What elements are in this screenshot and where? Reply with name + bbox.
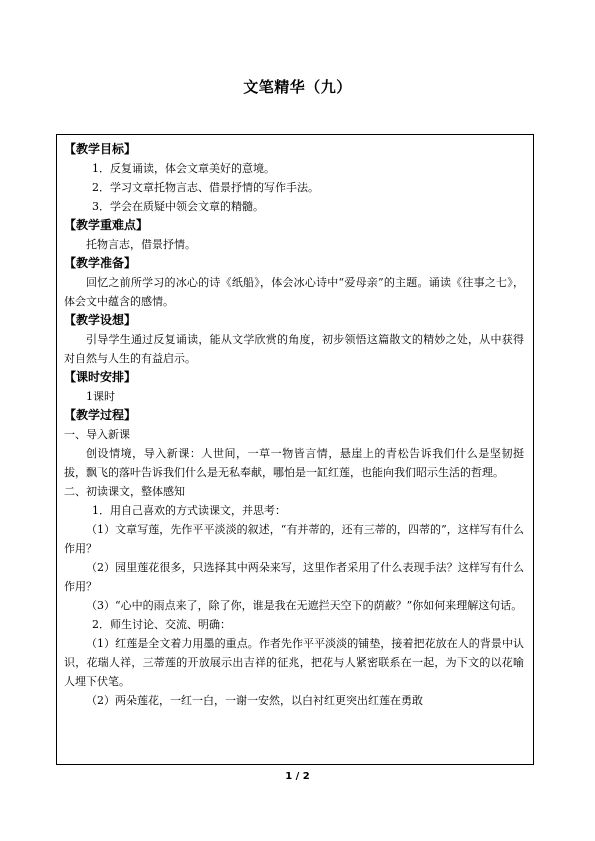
answer-2: （2）两朵莲花，一红一白，一谢一安然，以白衬红更突出红莲在勇敢 bbox=[86, 694, 423, 707]
schedule-text: 1课时 bbox=[86, 390, 115, 403]
prep-text: 回忆之前所学习的冰心的诗《纸船》，体会冰心诗中“爱母亲”的主题。诵读《往事之七》，体会文中蕴含的感情。 bbox=[64, 276, 524, 308]
question-1: （1）文章写莲，先作平平淡淡的叙述，“有并蒂的，还有三蒂的，四蒂的”，这样写有什么作用？ bbox=[64, 523, 524, 555]
answer-1: （1）红莲是全文着力用墨的重点。作者先作平平淡淡的铺垫，接着把花放在人的背景中认识，花瑞人祥，三蒂莲的开放展示出吉祥的征兆，把花与人紧密联系在一起，为下文的以花喻人埋下伏笔。 bbox=[64, 637, 524, 688]
step1-title: 一、导入新课 bbox=[64, 428, 130, 441]
idea-heading: 【教学设想】 bbox=[64, 313, 137, 327]
goals-heading: 【教学目标】 bbox=[64, 142, 137, 156]
process-heading: 【教学过程】 bbox=[64, 408, 137, 422]
step2-sub1: 1．用自己喜欢的方式读课文，并思考： bbox=[92, 504, 286, 517]
keypoints-heading: 【教学重难点】 bbox=[64, 218, 149, 232]
step2-title: 二、初读课文，整体感知 bbox=[64, 485, 185, 498]
step2-sub2: 2．师生讨论、交流、明确： bbox=[92, 618, 231, 631]
question-3: （3）“心中的雨点来了，除了你，谁是我在无遮拦天空下的荫蔽？”你如何来理解这句话。 bbox=[86, 599, 523, 612]
goal-item: 2．学习文章托物言志、借景抒情的写作手法。 bbox=[92, 181, 319, 194]
goal-item: 1．反复诵读，体会文章美好的意境。 bbox=[92, 162, 275, 175]
idea-text: 引导学生通过反复诵读，能从文学欣赏的角度，初步领悟这篇散文的精妙之处，从中获得对自然与人生的有益启示。 bbox=[64, 333, 524, 365]
page-title: 文笔精华（九） bbox=[243, 78, 352, 96]
schedule-heading: 【课时安排】 bbox=[64, 370, 137, 384]
keypoints-text: 托物言志，借景抒情。 bbox=[86, 238, 196, 251]
question-2: （2）园里莲花很多，只选择其中两朵来写，这里作者采用了什么表现手法？这样写有什么作用？ bbox=[64, 561, 524, 593]
lesson-plan-content bbox=[64, 140, 524, 710]
prep-heading: 【教学准备】 bbox=[64, 256, 137, 270]
goal-item: 3．学会在质疑中领会文章的精髓。 bbox=[92, 200, 264, 213]
page-number: 1 / 2 bbox=[285, 771, 310, 782]
step1-text: 创设情境，导入新课：人世间，一草一物皆言情，悬崖上的青松告诉我们什么是坚韧挺拔，飘飞的落叶告诉我们什么是无私奉献，哪怕是一缸红莲，也能向我们昭示生活的哲理。 bbox=[64, 447, 524, 479]
lesson-plan-table bbox=[56, 134, 534, 765]
